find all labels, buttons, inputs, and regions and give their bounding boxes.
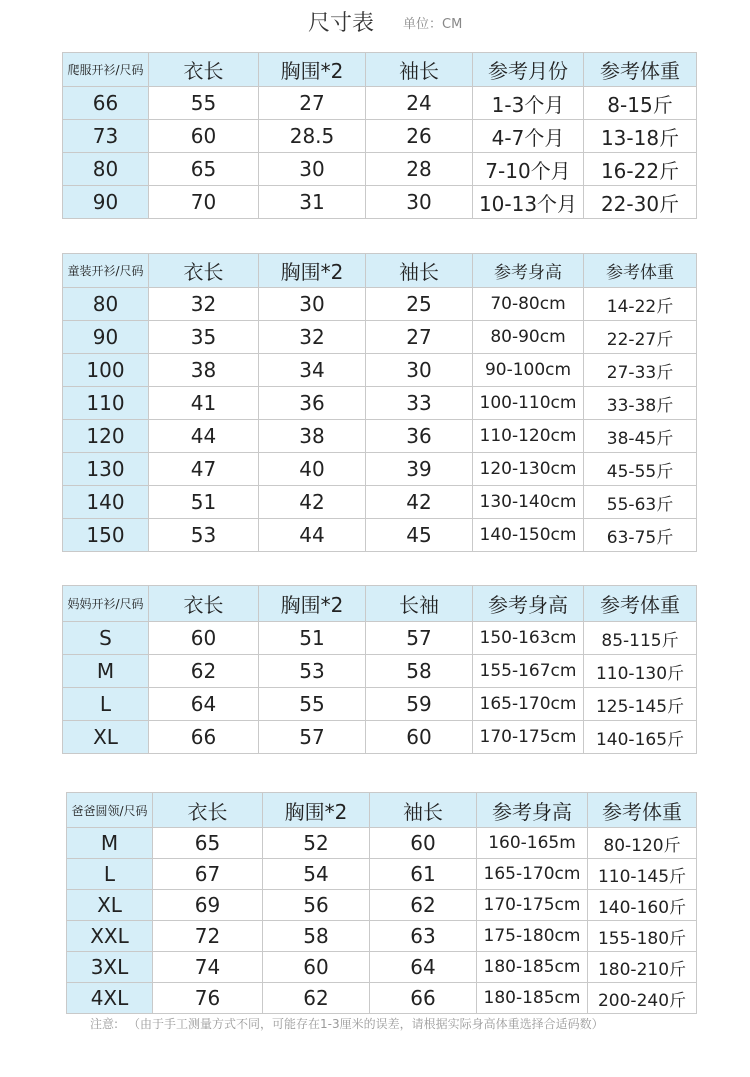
table-cell: 62 (370, 890, 477, 921)
header-cell: 童装开衫/尺码 (63, 254, 149, 288)
table-cell: 51 (259, 622, 366, 655)
table-row (63, 387, 697, 420)
table-cell: 45 (366, 519, 473, 552)
table-cell: 70 (149, 186, 259, 219)
table-cell: 27 (366, 321, 473, 354)
header-cell: 胸围*2 (263, 793, 370, 828)
header-cell: 衣长 (149, 586, 259, 622)
table-cell: 25 (366, 288, 473, 321)
table-cell: 59 (366, 688, 473, 721)
table-cell: 62 (149, 655, 259, 688)
table-cell: 57 (366, 622, 473, 655)
table-cell: 53 (149, 519, 259, 552)
size-cell: S (63, 622, 149, 655)
size-cell: 140 (63, 486, 149, 519)
table-cell: 61 (370, 859, 477, 890)
size-cell: 90 (63, 321, 149, 354)
table-row (63, 486, 697, 519)
table-cell: 69 (153, 890, 263, 921)
table-cell: 28.5 (259, 120, 366, 153)
mom-size-table (62, 585, 697, 754)
header-cell: 参考体重 (584, 586, 697, 622)
table-cell: 44 (259, 519, 366, 552)
table-row (63, 655, 697, 688)
table-cell: 42 (366, 486, 473, 519)
table-cell: 66 (370, 983, 477, 1014)
header-cell: 袖长 (366, 53, 473, 87)
header-cell: 衣长 (149, 254, 259, 288)
table-cell: 64 (370, 952, 477, 983)
table-cell: 160-165m (477, 828, 588, 859)
table-header-row (67, 793, 697, 828)
table-cell: 72 (153, 921, 263, 952)
table-cell: 27 (259, 87, 366, 120)
table-cell: 55-63斤 (584, 486, 697, 519)
table-cell: 42 (259, 486, 366, 519)
table-cell: 32 (149, 288, 259, 321)
table-row (63, 186, 697, 219)
footnote-label: 注意: (90, 1017, 119, 1031)
table-cell: 38-45斤 (584, 420, 697, 453)
table-cell: 140-150cm (473, 519, 584, 552)
header-cell: 参考身高 (477, 793, 588, 828)
table-cell: 51 (149, 486, 259, 519)
table-cell: 22-30斤 (584, 186, 697, 219)
dad-size-table (66, 792, 697, 1014)
table-cell: 55 (259, 688, 366, 721)
table-cell: 180-185cm (477, 983, 588, 1014)
table-cell: 65 (149, 153, 259, 186)
table-cell: 8-15斤 (584, 87, 697, 120)
table-cell: 60 (149, 622, 259, 655)
header-cell: 袖长 (370, 793, 477, 828)
header-cell: 参考体重 (588, 793, 697, 828)
table-cell: 64 (149, 688, 259, 721)
table-row (67, 890, 697, 921)
size-cell: 130 (63, 453, 149, 486)
header-cell: 衣长 (153, 793, 263, 828)
size-cell: 150 (63, 519, 149, 552)
size-cell: 80 (63, 153, 149, 186)
table-row (67, 859, 697, 890)
table-cell: 74 (153, 952, 263, 983)
table-cell: 4-7个月 (473, 120, 584, 153)
table-row (63, 87, 697, 120)
table-cell: 24 (366, 87, 473, 120)
table-row (67, 983, 697, 1014)
table-cell: 16-22斤 (584, 153, 697, 186)
table-cell: 33 (366, 387, 473, 420)
size-cell: XXL (67, 921, 153, 952)
table-cell: 65 (153, 828, 263, 859)
table-cell: 30 (259, 288, 366, 321)
unit-label: 单位：CM (403, 17, 463, 32)
table-cell: 67 (153, 859, 263, 890)
table-cell: 155-180斤 (588, 921, 697, 952)
header-cell: 参考身高 (473, 254, 584, 288)
header-cell: 胸围*2 (259, 254, 366, 288)
table-cell: 70-80cm (473, 288, 584, 321)
header-cell: 胸围*2 (259, 53, 366, 87)
table-row (63, 453, 697, 486)
table-cell: 44 (149, 420, 259, 453)
table-cell: 47 (149, 453, 259, 486)
table-cell: 76 (153, 983, 263, 1014)
table-cell: 150-163cm (473, 622, 584, 655)
table-row (63, 321, 697, 354)
size-cell: 4XL (67, 983, 153, 1014)
table-cell: 110-130斤 (584, 655, 697, 688)
table-cell: 80-120斤 (588, 828, 697, 859)
header-cell: 妈妈开衫/尺码 (63, 586, 149, 622)
footnote (90, 1015, 604, 1032)
table-cell: 57 (259, 721, 366, 754)
table-cell: 38 (149, 354, 259, 387)
table-cell: 90-100cm (473, 354, 584, 387)
table-header-row (63, 254, 697, 288)
table-cell: 13-18斤 (584, 120, 697, 153)
table-cell: 100-110cm (473, 387, 584, 420)
size-cell: XL (63, 721, 149, 754)
table-cell: 170-175cm (473, 721, 584, 754)
table-cell: 53 (259, 655, 366, 688)
table-cell: 155-167cm (473, 655, 584, 688)
table-cell: 63 (370, 921, 477, 952)
size-cell: 100 (63, 354, 149, 387)
table-row (63, 519, 697, 552)
size-cell: L (67, 859, 153, 890)
romper-size-table (62, 52, 697, 219)
table-cell: 55 (149, 87, 259, 120)
table-cell: 36 (366, 420, 473, 453)
table-cell: 66 (149, 721, 259, 754)
table-cell: 10-13个月 (473, 186, 584, 219)
table-cell: 28 (366, 153, 473, 186)
header-cell: 衣长 (149, 53, 259, 87)
table-cell: 62 (263, 983, 370, 1014)
size-cell: 80 (63, 288, 149, 321)
header-cell: 长袖 (366, 586, 473, 622)
table-cell: 22-27斤 (584, 321, 697, 354)
table-row (63, 354, 697, 387)
table-row (67, 921, 697, 952)
table-cell: 60 (370, 828, 477, 859)
table-cell: 58 (263, 921, 370, 952)
table-cell: 180-185cm (477, 952, 588, 983)
footnote-text: （由于手工测量方式不同，可能存在1-3厘米的误差，请根据实际身高体重选择合适码数） (128, 1017, 604, 1031)
table-cell: 26 (366, 120, 473, 153)
table-cell: 14-22斤 (584, 288, 697, 321)
table-cell: 58 (366, 655, 473, 688)
header-cell: 爸爸圆领/尺码 (67, 793, 153, 828)
size-cell: 73 (63, 120, 149, 153)
table-row (67, 952, 697, 983)
header-cell: 胸围*2 (259, 586, 366, 622)
table-cell: 38 (259, 420, 366, 453)
table-cell: 30 (259, 153, 366, 186)
table-cell: 120-130cm (473, 453, 584, 486)
table-row (67, 828, 697, 859)
table-row (63, 420, 697, 453)
size-cell: 3XL (67, 952, 153, 983)
table-cell: 80-90cm (473, 321, 584, 354)
table-cell: 7-10个月 (473, 153, 584, 186)
table-row (63, 622, 697, 655)
page-title: 尺寸表 (308, 11, 375, 36)
table-cell: 56 (263, 890, 370, 921)
table-cell: 110-145斤 (588, 859, 697, 890)
table-cell: 200-240斤 (588, 983, 697, 1014)
header-cell: 爬服开衫/尺码 (63, 53, 149, 87)
header-cell: 参考体重 (584, 254, 697, 288)
table-cell: 45-55斤 (584, 453, 697, 486)
table-header-row (63, 53, 697, 87)
table-cell: 30 (366, 354, 473, 387)
table-cell: 33-38斤 (584, 387, 697, 420)
table-cell: 140-165斤 (584, 721, 697, 754)
header-cell: 参考身高 (473, 586, 584, 622)
size-cell: 120 (63, 420, 149, 453)
table-cell: 60 (366, 721, 473, 754)
table-cell: 165-170cm (477, 859, 588, 890)
table-cell: 170-175cm (477, 890, 588, 921)
table-row (63, 721, 697, 754)
table-cell: 39 (366, 453, 473, 486)
table-cell: 125-145斤 (584, 688, 697, 721)
table-cell: 31 (259, 186, 366, 219)
size-cell: XL (67, 890, 153, 921)
header-cell: 袖长 (366, 254, 473, 288)
table-cell: 34 (259, 354, 366, 387)
table-cell: 41 (149, 387, 259, 420)
table-cell: 85-115斤 (584, 622, 697, 655)
kids-size-table (62, 253, 697, 552)
table-cell: 140-160斤 (588, 890, 697, 921)
size-cell: 90 (63, 186, 149, 219)
header-cell: 参考体重 (584, 53, 697, 87)
table-cell: 60 (263, 952, 370, 983)
table-cell: 30 (366, 186, 473, 219)
table-cell: 110-120cm (473, 420, 584, 453)
table-cell: 27-33斤 (584, 354, 697, 387)
table-cell: 52 (263, 828, 370, 859)
title-row (0, 6, 750, 36)
table-row (63, 288, 697, 321)
size-cell: M (67, 828, 153, 859)
table-cell: 165-170cm (473, 688, 584, 721)
size-cell: L (63, 688, 149, 721)
table-cell: 40 (259, 453, 366, 486)
table-cell: 63-75斤 (584, 519, 697, 552)
size-cell: 66 (63, 87, 149, 120)
table-cell: 32 (259, 321, 366, 354)
table-row (63, 120, 697, 153)
table-cell: 175-180cm (477, 921, 588, 952)
table-cell: 180-210斤 (588, 952, 697, 983)
table-cell: 130-140cm (473, 486, 584, 519)
table-row (63, 688, 697, 721)
table-cell: 36 (259, 387, 366, 420)
header-cell: 参考月份 (473, 53, 584, 87)
table-cell: 35 (149, 321, 259, 354)
table-cell: 1-3个月 (473, 87, 584, 120)
size-cell: M (63, 655, 149, 688)
size-cell: 110 (63, 387, 149, 420)
table-row (63, 153, 697, 186)
table-cell: 60 (149, 120, 259, 153)
table-cell: 54 (263, 859, 370, 890)
table-header-row (63, 586, 697, 622)
